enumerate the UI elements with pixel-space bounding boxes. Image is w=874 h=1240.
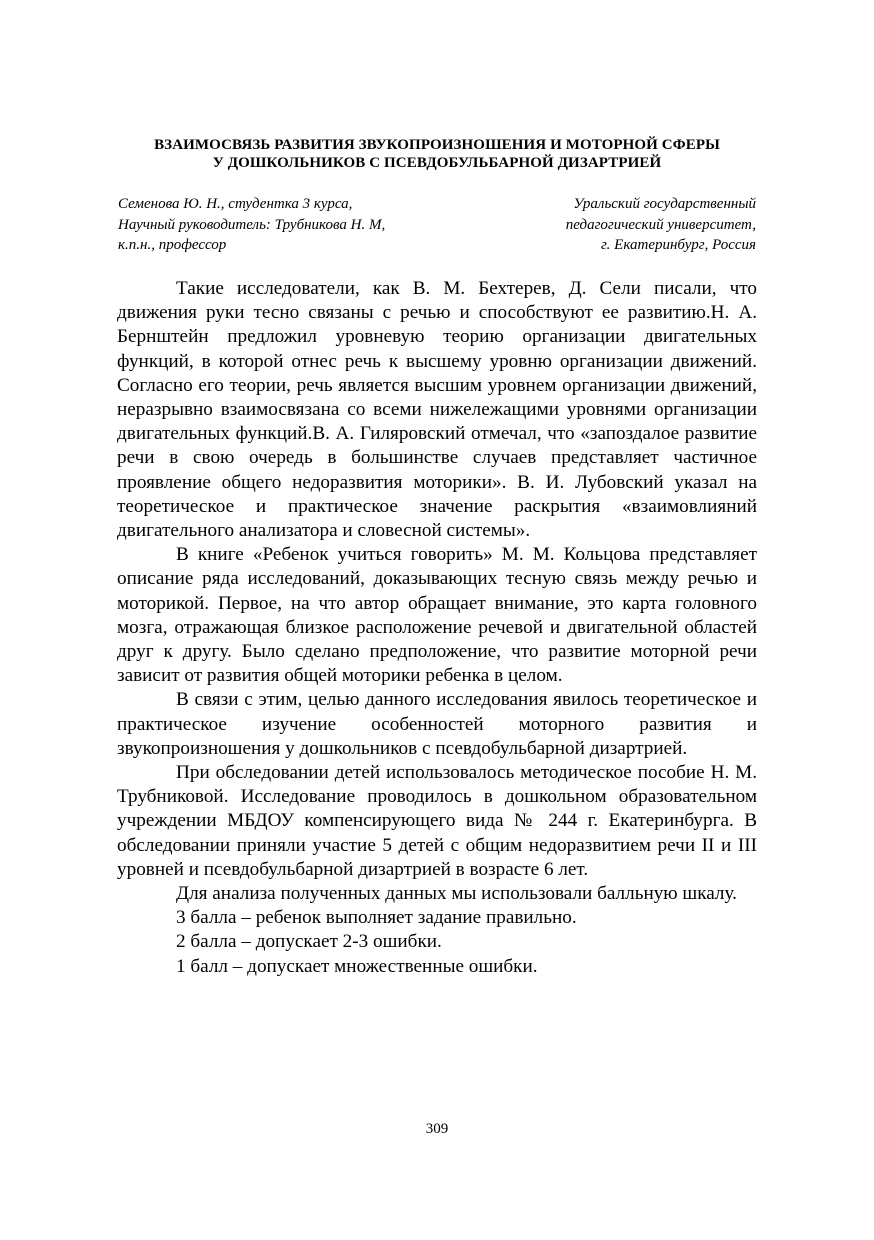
- paragraph-1: Такие исследователи, как В. М. Бехтерев, Д. Сели писали, что движения руки тесно связаны с речью и способствуют ее развитию.Н. А. Бернштейн предложил уровневую теорию организации двигательных функций, в которой отнес речь к высшему уровню организации движений. Согласно его теории, речь является высшим уровнем организации движений, неразрывно взаимосвязана со всеми нижележащими уровнями организации двигательных функций.В. А. Гиляровский отмечал, что «запоздалое развитие речи в свою очередь в большинстве случаев представляет частичное проявление общего недоразвития моторики». В. И. Лубовский указал на теоретическое и практическое значение раскрытия «взаимовлияний двигательного анализатора и словесной системы».: [117, 278, 757, 542]
- title-line-1: ВЗАИМОСВЯЗЬ РАЗВИТИЯ ЗВУКОПРОИЗНОШЕНИЯ И МОТОРНОЙ СФЕРЫ: [154, 137, 720, 153]
- page-number: 309: [425, 1121, 449, 1137]
- author-name: Семенова Ю. Н., студентка 3 курса,: [118, 196, 353, 212]
- supervisor-name: Научный руководитель: Трубникова Н. М,: [118, 216, 386, 233]
- university-name-line-1: Уральский государственный: [573, 196, 756, 212]
- scale-item-1: 1 балл – допускает множественные ошибки.: [176, 955, 538, 977]
- supervisor-title: к.п.н., профессор: [118, 237, 227, 253]
- paragraph-5: Для анализа полученных данных мы использовали балльную шкалу.: [176, 883, 737, 905]
- paragraph-3: В связи с этим, целью данного исследования явилось теоретическое и практическое изучение особенностей моторного развития и звукопроизношения у дошкольников с псевдобульбарной дизартрией.: [117, 689, 757, 759]
- university-location: г. Екатеринбург, Россия: [601, 237, 756, 253]
- scale-item-2: 2 балла – допускает 2-3 ошибки.: [176, 931, 442, 953]
- paragraph-2: В книге «Ребенок учиться говорить» М. М. Кольцова представляет описание ряда исследований, доказывающих тесную связь между речью и моторикой. Первое, на что автор обращает внимание, это карта головного мозга, отражающая близкое расположение речевой и двигательной областей друг к другу. Было сделано предположение, что развитие моторной речи зависит от развития общей моторики ребенка в целом.: [117, 544, 757, 687]
- paragraph-4: При обследовании детей использовалось методическое пособие Н. М. Трубниковой. Исследование проводилось в дошкольном образовательном учреждении МБДОУ компенсирующего вида № 244 г. Екатеринбурга. В обследовании приняли участие 5 детей с общим недоразвитием речи II и III уровней и псевдобульбарной дизартрией в возрасте 6 лет.: [117, 762, 757, 880]
- university-name-line-2: педагогический университет,: [565, 216, 756, 233]
- title-line-2: У ДОШКОЛЬНИКОВ С ПСЕВДОБУЛЬБАРНОЙ ДИЗАРТРИЕЙ: [212, 155, 662, 171]
- author-info: [118, 194, 385, 256]
- scale-item-3: 3 балла – ребенок выполняет задание правильно.: [176, 907, 577, 929]
- article-body: [117, 277, 757, 979]
- article-title: [118, 136, 756, 172]
- author-block: [118, 194, 756, 256]
- affiliation-info: [566, 194, 756, 256]
